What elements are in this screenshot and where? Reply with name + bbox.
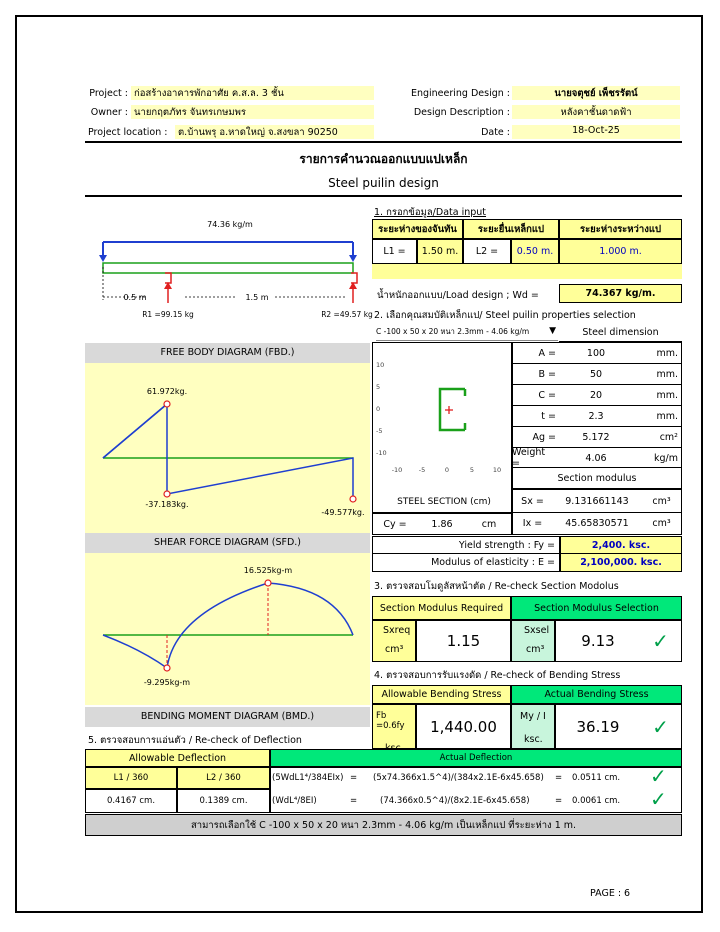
prop-label: C = <box>512 384 560 405</box>
e-label: Modulus of elasticity : E = <box>372 554 560 572</box>
check4-col-actual: Actual Bending Stress <box>511 685 682 704</box>
fb-value: 1,440.00 <box>416 704 511 749</box>
chevron-down-icon: ▼ <box>549 326 556 336</box>
check3-col-required: Section Modulus Required <box>372 596 511 620</box>
y-tick-label: -10 <box>376 449 387 457</box>
sxsel-unit: cm³ <box>526 644 545 655</box>
description-value: หลังคาชั้นดาดฟ้า <box>512 105 680 119</box>
owner-label: Owner : <box>90 107 128 118</box>
beam-sketch <box>85 205 375 325</box>
fy-label: Yield strength : Fy = <box>372 536 560 554</box>
location-label: Project location : <box>88 127 168 138</box>
prop-unit: cm² <box>632 426 682 447</box>
sfd-chart <box>85 363 370 533</box>
y-ticks <box>376 361 387 457</box>
col-overhang: ระยะยื่นเหล็กแป <box>463 219 559 239</box>
sx-label: Sx = <box>512 489 552 513</box>
ix-label: Ix = <box>512 513 552 535</box>
check-icon: ✓ <box>650 764 667 788</box>
prop-label: B = <box>512 363 560 384</box>
y-tick-label: 5 <box>376 383 381 391</box>
dim-right-label: 1.5 m <box>245 293 269 302</box>
formula-1-calc: (5x74.366x1.5^4)/(384x2.1E-6x45.658) <box>373 773 544 783</box>
prop-value: 2.3 <box>560 405 632 426</box>
fy-value: 2,400. ksc. <box>560 536 682 554</box>
actual-stress-label: My / I <box>520 711 546 722</box>
prop-value: 20 <box>560 384 632 405</box>
y-tick-label: 0 <box>376 405 381 413</box>
title-rule <box>85 195 682 197</box>
l2-allowable: 0.1389 cm. <box>177 789 270 813</box>
y-tick-label: -5 <box>376 427 383 435</box>
allowable-deflection-title: Allowable Deflection <box>85 749 270 767</box>
ix-unit: cm³ <box>642 513 682 535</box>
shear-min1-label: -37.183kg. <box>145 500 189 509</box>
owner-value: นายกฤตภัทร จันทรเกษมพร <box>131 105 374 119</box>
x-ticks <box>392 466 501 474</box>
sxsel-label-cell <box>511 620 555 662</box>
prop-label: Ag = <box>512 426 560 447</box>
reaction-r1: R1 =99.15 kg <box>142 310 194 319</box>
col-purlin-spacing: ระยะห่างระหว่างแป <box>559 219 682 239</box>
check4-heading: 4. ตรวจสอบการรับแรงดัด / Re-check of Bending Stress <box>374 670 621 681</box>
cy-label: Cy = <box>372 513 417 535</box>
dim-left-label: 0.5 m <box>123 293 147 302</box>
sxsel-value: 9.13 <box>555 620 640 662</box>
shear-max-label: 61.972kg. <box>146 387 188 396</box>
l2-input[interactable]: 0.50 m. <box>511 239 559 264</box>
x-tick-label: -5 <box>418 466 426 474</box>
date-value: 18-Oct-25 <box>512 125 680 139</box>
section-selected-value: C -100 x 50 x 20 หนา 2.3mm - 4.06 kg/m <box>376 327 530 336</box>
conclusion: สามารถเลือกใช้ C -100 x 50 x 20 หนา 2.3mm - 4.06 kg/m เป็นเหล็กแป ที่ระยะห่าง 1 m. <box>85 814 682 836</box>
formula-2-eq: = <box>350 796 358 806</box>
input-heading: 1. กรอกข้อมูล/Data input <box>374 207 487 218</box>
sxsel-label: Sxsel <box>524 625 550 636</box>
prop-value: 50 <box>560 363 632 384</box>
title-thai: รายการคำนวณออกแบบแปเหล็ก <box>299 152 468 166</box>
ix-value: 45.65830571 <box>552 513 642 535</box>
section-select[interactable] <box>376 326 558 341</box>
location-value: ต.บ้านพรุ อ.หาดใหญ่ จ.สงขลา 90250 <box>175 125 374 139</box>
formula-1: (5WdL1⁴/384EIx) <box>272 773 344 783</box>
moment-max-label: 16.525kg-m <box>243 566 293 575</box>
header-rule <box>85 141 682 143</box>
fb-label: Fb =0.6fy <box>376 711 405 731</box>
x-tick-label: 5 <box>469 466 475 474</box>
prop-label: A = <box>512 342 560 363</box>
prop-label: Weight = <box>512 447 560 468</box>
check3-col-selection: Section Modulus Selection <box>511 596 682 620</box>
engineer-label: Engineering Design : <box>410 88 510 99</box>
check-icon: ✓ <box>640 704 682 749</box>
load-design-label: น้ำหนักออกแบบ/Load design ; Wd = <box>377 290 539 301</box>
cy-unit: cm <box>467 513 512 535</box>
project-value: ก่อสร้างอาคารพักอาศัย ค.ส.ล. 3 ชั้น <box>131 86 374 100</box>
bmd-chart <box>85 553 370 705</box>
section-heading: 2. เลือกคุณสมบัติเหล็กแป/ Steel puilin properties selection <box>374 310 636 321</box>
x-tick-label: 0 <box>444 466 450 474</box>
e-value: 2,100,000. ksc. <box>560 554 682 572</box>
formula-2-result: 0.0061 cm. <box>572 796 621 806</box>
input-spacer <box>372 264 682 279</box>
prop-value: 5.172 <box>560 426 632 447</box>
check5-heading: 5. ตรวจสอบการแอ่นตัว / Re-check of Deflection <box>88 735 302 746</box>
engineer-value: นายจตุชย์ เพ็ชรรัตน์ <box>512 86 680 100</box>
l1-ratio: L1 / 360 <box>85 767 177 789</box>
l1-input[interactable]: 1.50 m. <box>417 239 463 264</box>
formula-1-eq: = <box>350 773 358 783</box>
prop-unit: mm. <box>632 384 682 405</box>
spacing-input[interactable]: 1.000 m. <box>559 239 682 264</box>
actual-stress-value: 36.19 <box>555 704 640 749</box>
fbd-title: FREE BODY DIAGRAM (FBD.) <box>85 343 370 363</box>
load-design-value: 74.367 kg/m. <box>559 284 682 303</box>
check4-col-allowable: Allowable Bending Stress <box>372 685 511 704</box>
reaction-r2: R2 =49.57 kg <box>321 310 373 319</box>
l2-ratio: L2 / 360 <box>177 767 270 789</box>
actual-stress-label-cell <box>511 704 555 749</box>
description-label: Design Description : <box>413 107 510 118</box>
prop-label: t = <box>512 405 560 426</box>
section-plot <box>372 342 512 513</box>
formula-1-result: 0.0511 cm. <box>572 773 621 783</box>
title-english: Steel puilin design <box>328 176 439 190</box>
check-icon: ✓ <box>640 620 682 662</box>
formula-2-calc: (74.366x0.5^4)/(8x2.1E-6x45.658) <box>380 796 530 806</box>
sxreq-value: 1.15 <box>416 620 511 662</box>
x-tick-label: -10 <box>391 466 403 474</box>
actual-stress-unit: ksc. <box>524 734 543 745</box>
formula-2-eq2: = <box>555 796 563 806</box>
formula-1-eq2: = <box>555 773 563 783</box>
actual-deflection-title: Actual Deflection <box>270 749 682 767</box>
sx-unit: cm³ <box>642 489 682 513</box>
fb-label-cell <box>372 704 416 749</box>
prop-unit: mm. <box>632 363 682 384</box>
cy-value: 1.86 <box>417 513 467 535</box>
shear-min2-label: -49.577kg. <box>321 508 365 517</box>
col-rafter-spacing: ระยะห่างของจันทัน <box>372 219 463 239</box>
page-number: PAGE : 6 <box>590 888 631 899</box>
bmd-title: BENDING MOMENT DIAGRAM (BMD.) <box>85 707 370 727</box>
check3-heading: 3. ตรวจสอบโมดูลัสหน้าตัด / Re-check Section Modolus <box>374 581 619 592</box>
l1-allowable: 0.4167 cm. <box>85 789 177 813</box>
prop-unit: mm. <box>632 405 682 426</box>
steel-section-caption: STEEL SECTION (cm) <box>397 497 491 507</box>
check-icon: ✓ <box>650 787 667 811</box>
steel-dimension-title: Steel dimension <box>559 324 682 342</box>
formula-2: (WdL⁴/8EI) <box>272 796 317 806</box>
prop-unit: kg/m <box>632 447 682 468</box>
moment-min-label: -9.295kg-m <box>143 678 191 687</box>
y-tick-label: 10 <box>376 361 385 369</box>
beam-load-label: 74.36 kg/m <box>207 220 253 229</box>
prop-value: 4.06 <box>560 447 632 468</box>
date-label: Date : <box>481 127 510 138</box>
section-modulus-title: Section modulus <box>512 468 682 489</box>
project-label: Project : <box>89 88 128 99</box>
l2-label: L2 = <box>463 239 511 264</box>
sxreq-unit: cm³ <box>385 644 404 655</box>
prop-value: 100 <box>560 342 632 363</box>
x-tick-label: 10 <box>492 466 502 474</box>
l1-label: L1 = <box>372 239 417 264</box>
sxreq-label-cell <box>372 620 416 662</box>
sxreq-label: Sxreq <box>383 625 411 636</box>
prop-unit: mm. <box>632 342 682 363</box>
sfd-title: SHEAR FORCE DIAGRAM (SFD.) <box>85 533 370 553</box>
sx-value: 9.131661143 <box>552 489 642 513</box>
